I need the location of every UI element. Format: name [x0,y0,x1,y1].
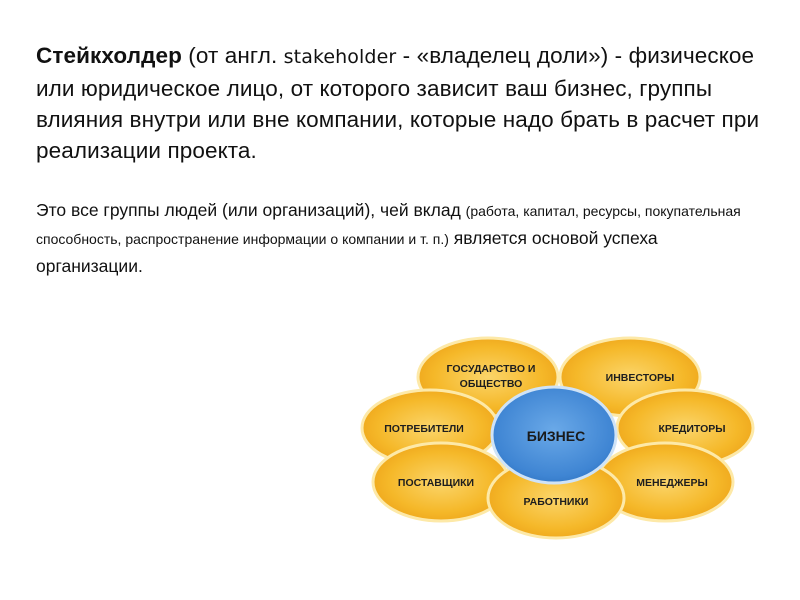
label-workers: РАБОТНИКИ [523,496,589,508]
definition-text-part2: - «владелец доли») - физическое или юридическое лицо, от которого зависит ваш бизнес, группы влияния внутри или вне компании, которые надо брать в расчет при реализации проекта. [36,43,760,163]
stakeholder-groups-paragraph [36,197,756,280]
groups-text-part2: является основой успеха организации. [36,228,658,276]
label-state-line2: ОБЩЕСТВО [459,378,523,390]
contribution-examples: (работа, капитал, ресурсы, покупательная способность, распространение информации о компании и т. п.) [36,203,741,247]
definition-text-part1: (от англ. [181,43,284,68]
label-business: БИЗНЕС [526,428,586,444]
term-stakeholder: Стейкхолдер [36,43,182,68]
groups-text-part1: Это все группы людей (или организаций), чей вклад [36,200,466,220]
label-creditors: КРЕДИТОРЫ [658,423,726,435]
stakeholder-diagram [340,330,780,560]
label-investors: ИНВЕСТОРЫ [605,372,675,384]
stakeholder-diagram-svg [340,330,780,560]
label-state-line1: ГОСУДАРСТВО И [446,363,536,375]
definition-latin-word: stakeholder [283,46,397,68]
definition-paragraph [36,40,766,166]
label-managers: МЕНЕДЖЕРЫ [636,477,708,489]
label-consumers: ПОТРЕБИТЕЛИ [384,423,464,435]
label-suppliers: ПОСТАВЩИКИ [397,477,475,489]
